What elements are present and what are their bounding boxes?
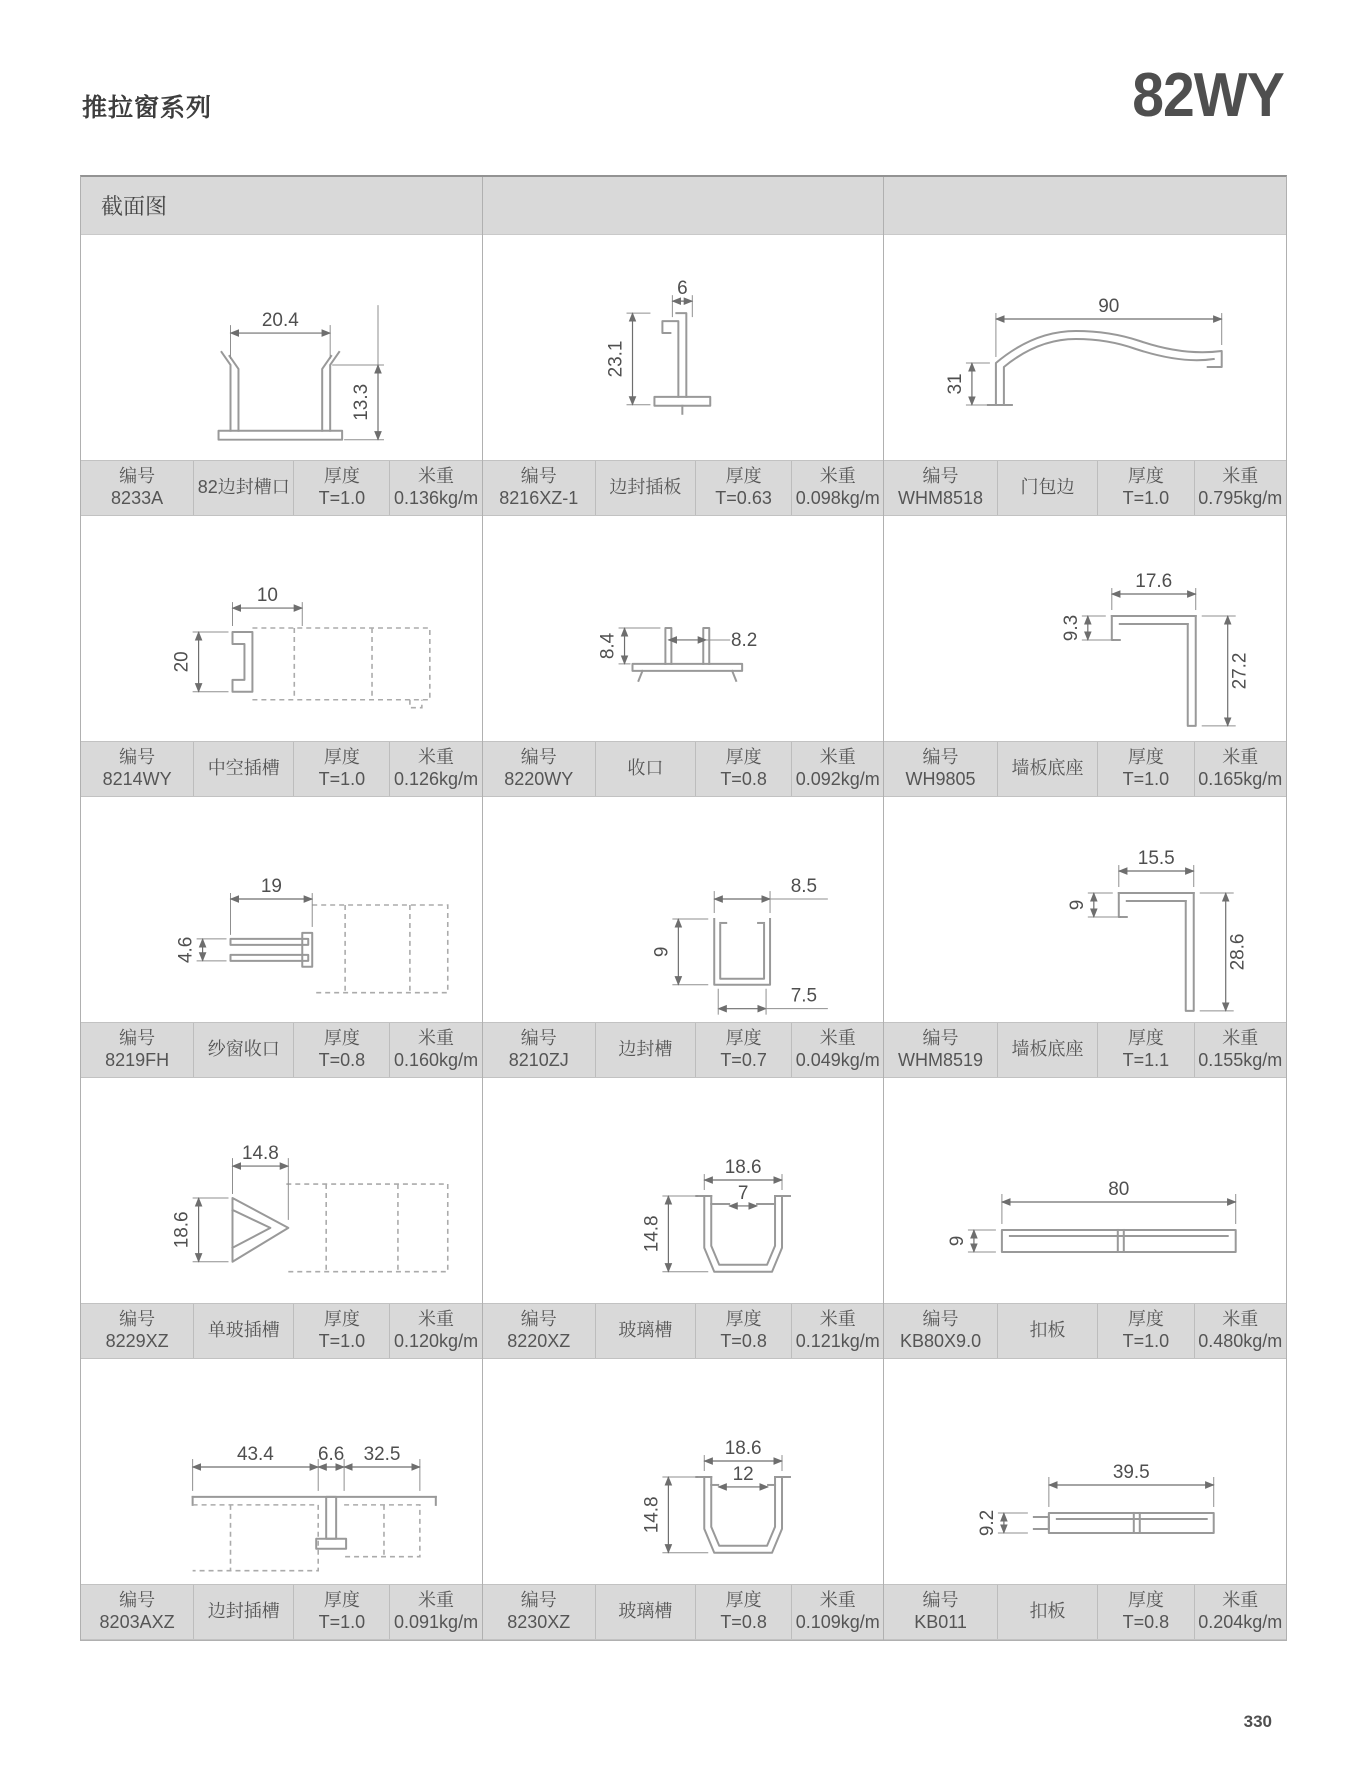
dim-label: 90 xyxy=(1098,296,1120,318)
code-label: 编号 xyxy=(520,1309,557,1330)
weight-value: 0.795kg/m xyxy=(1198,488,1283,508)
field-code xyxy=(884,1023,996,1077)
name-value: 中空插槽 xyxy=(207,758,280,779)
thickness-value: T=0.63 xyxy=(715,488,772,508)
profile-info-r4c3 xyxy=(884,1303,1286,1359)
dim-label: 18.6 xyxy=(724,1157,762,1179)
thickness-value: T=1.0 xyxy=(318,769,366,789)
code-value: WHM8519 xyxy=(898,1050,984,1070)
thickness-label: 厚度 xyxy=(1127,1590,1164,1611)
profile-info-r2c3 xyxy=(884,741,1286,797)
field-thickness xyxy=(293,1585,389,1639)
code-value: 8219FH xyxy=(105,1050,170,1070)
weight-label: 米重 xyxy=(819,466,856,487)
profile-diagram-r4c2 xyxy=(483,1078,884,1303)
field-name xyxy=(595,742,695,796)
code-label: 编号 xyxy=(922,747,959,768)
field-name xyxy=(997,1304,1097,1358)
field-name xyxy=(997,1585,1097,1639)
name-value: 收口 xyxy=(627,758,664,779)
dim-label: 39.5 xyxy=(1113,1461,1151,1483)
code-label: 编号 xyxy=(520,747,557,768)
code-value: 8229XZ xyxy=(105,1331,169,1351)
field-code xyxy=(483,461,595,515)
field-weight xyxy=(791,742,883,796)
field-weight xyxy=(1194,742,1286,796)
profile-table xyxy=(80,175,1287,1641)
code-value: 8216XZ-1 xyxy=(499,488,579,508)
profile-info-r5c2 xyxy=(483,1584,884,1640)
weight-value: 0.109kg/m xyxy=(795,1612,880,1632)
field-thickness xyxy=(1097,461,1193,515)
thickness-label: 厚度 xyxy=(1127,1309,1164,1330)
name-value: 门包边 xyxy=(1020,477,1075,498)
thickness-value: T=0.8 xyxy=(318,1050,366,1070)
field-name xyxy=(595,1585,695,1639)
dim-label: 7 xyxy=(737,1182,749,1204)
name-value: 边封插板 xyxy=(609,477,682,498)
profile-diagram-r3c3 xyxy=(884,797,1286,1022)
field-thickness xyxy=(695,1585,791,1639)
field-name xyxy=(997,461,1097,515)
thickness-label: 厚度 xyxy=(725,466,762,487)
field-thickness xyxy=(293,1023,389,1077)
field-weight xyxy=(389,1023,481,1077)
profile-diagram-r4c1 xyxy=(81,1078,482,1303)
field-weight xyxy=(1194,1304,1286,1358)
thickness-value: T=0.8 xyxy=(720,1612,767,1632)
weight-value: 0.160kg/m xyxy=(394,1050,479,1070)
thickness-value: T=1.0 xyxy=(1122,769,1170,789)
field-code xyxy=(884,1585,996,1639)
weight-value: 0.098kg/m xyxy=(795,488,880,508)
field-code xyxy=(81,1585,193,1639)
weight-label: 米重 xyxy=(418,1309,455,1330)
field-thickness xyxy=(695,461,791,515)
field-thickness xyxy=(293,1304,389,1358)
page-number: 330 xyxy=(1243,1712,1272,1731)
field-thickness xyxy=(695,1304,791,1358)
field-weight xyxy=(791,1023,883,1077)
profile-diagram-r2c2 xyxy=(483,516,884,741)
weight-value: 0.049kg/m xyxy=(795,1050,880,1070)
field-weight xyxy=(389,1304,481,1358)
profile-info-r2c2 xyxy=(483,741,884,797)
code-value: WHM8518 xyxy=(898,488,984,508)
profile-diagram-r1c1 xyxy=(81,235,482,460)
thickness-value: T=0.8 xyxy=(720,769,767,789)
dim-label: 9 xyxy=(651,946,673,958)
field-name xyxy=(193,1023,293,1077)
profile-diagram-r3c1 xyxy=(81,797,482,1022)
table-column-1 xyxy=(81,177,483,1640)
dim-label: 17.6 xyxy=(1135,571,1173,593)
thickness-value: T=0.7 xyxy=(720,1050,767,1070)
dim-label: 8.2 xyxy=(730,629,757,651)
name-value: 墙板底座 xyxy=(1011,758,1084,779)
field-code xyxy=(81,742,193,796)
profile-diagram-r3c2 xyxy=(483,797,884,1022)
profile-diagram-r1c2 xyxy=(483,235,884,460)
code-label: 编号 xyxy=(119,1590,156,1611)
profile-info-r2c1 xyxy=(81,741,482,797)
weight-label: 米重 xyxy=(1222,466,1259,487)
field-thickness xyxy=(1097,1304,1193,1358)
name-value: 82边封槽口 xyxy=(197,477,290,498)
thickness-label: 厚度 xyxy=(725,747,762,768)
name-value: 单玻插槽 xyxy=(207,1320,280,1341)
weight-label: 米重 xyxy=(819,1309,856,1330)
field-thickness xyxy=(1097,1023,1193,1077)
name-value: 纱窗收口 xyxy=(207,1039,280,1060)
thickness-label: 厚度 xyxy=(1127,466,1164,487)
dim-label: 9.3 xyxy=(1061,614,1083,642)
profile-diagram-r4c3 xyxy=(884,1078,1286,1303)
dim-label: 43.4 xyxy=(237,1444,274,1466)
weight-label: 米重 xyxy=(418,1590,455,1611)
dim-label: 8.5 xyxy=(790,876,817,898)
section-header-cell xyxy=(483,177,884,235)
field-weight xyxy=(1194,1585,1286,1639)
dim-label: 6 xyxy=(676,278,688,300)
field-weight xyxy=(1194,461,1286,515)
thickness-value: T=1.0 xyxy=(318,488,366,508)
name-value: 扣板 xyxy=(1029,1601,1066,1622)
field-weight xyxy=(389,1585,481,1639)
weight-label: 米重 xyxy=(1222,1590,1259,1611)
code-value: 8210ZJ xyxy=(508,1050,569,1070)
code-label: 编号 xyxy=(922,1028,959,1049)
thickness-value: T=1.1 xyxy=(1122,1050,1170,1070)
profile-info-r1c1 xyxy=(81,460,482,516)
table-column-3 xyxy=(884,177,1286,1640)
profile-diagram-r5c3 xyxy=(884,1359,1286,1584)
field-code xyxy=(483,1304,595,1358)
thickness-label: 厚度 xyxy=(1127,747,1164,768)
code-label: 编号 xyxy=(922,466,959,487)
profile-diagram-r2c1 xyxy=(81,516,482,741)
weight-value: 0.136kg/m xyxy=(394,488,479,508)
dim-label: 8.4 xyxy=(597,632,619,660)
profile-info-r3c3 xyxy=(884,1022,1286,1078)
field-name xyxy=(595,1023,695,1077)
table-column-2 xyxy=(483,177,885,1640)
thickness-label: 厚度 xyxy=(725,1028,762,1049)
dim-label: 32.5 xyxy=(363,1444,401,1466)
dim-label: 13.3 xyxy=(351,383,373,421)
dim-label: 7.5 xyxy=(790,985,817,1007)
weight-label: 米重 xyxy=(1222,1028,1259,1049)
field-thickness xyxy=(695,742,791,796)
weight-value: 0.155kg/m xyxy=(1198,1050,1283,1070)
field-name xyxy=(193,742,293,796)
weight-label: 米重 xyxy=(1222,1309,1259,1330)
thickness-value: T=0.8 xyxy=(1122,1612,1170,1632)
thickness-label: 厚度 xyxy=(725,1590,762,1611)
profile-info-r5c1 xyxy=(81,1584,482,1640)
thickness-label: 厚度 xyxy=(323,1590,360,1611)
thickness-label: 厚度 xyxy=(725,1309,762,1330)
section-header-cell xyxy=(81,177,482,235)
code-label: 编号 xyxy=(520,1028,557,1049)
field-name xyxy=(997,742,1097,796)
field-name xyxy=(193,1585,293,1639)
weight-value: 0.126kg/m xyxy=(394,769,479,789)
weight-value: 0.165kg/m xyxy=(1198,769,1283,789)
section-title: 截面图 xyxy=(101,194,168,219)
field-thickness xyxy=(293,461,389,515)
field-weight xyxy=(389,742,481,796)
code-label: 编号 xyxy=(922,1590,959,1611)
field-name xyxy=(595,461,695,515)
thickness-label: 厚度 xyxy=(1127,1028,1164,1049)
code-label: 编号 xyxy=(520,1590,557,1611)
code-value: 8220WY xyxy=(504,769,574,789)
weight-value: 0.121kg/m xyxy=(795,1331,880,1351)
profile-diagram-r1c3 xyxy=(884,235,1286,460)
weight-label: 米重 xyxy=(1222,747,1259,768)
weight-value: 0.480kg/m xyxy=(1198,1331,1283,1351)
thickness-value: T=1.0 xyxy=(318,1331,366,1351)
weight-value: 0.204kg/m xyxy=(1198,1612,1283,1632)
weight-label: 米重 xyxy=(418,466,455,487)
code-value: 8203AXZ xyxy=(99,1612,175,1632)
dim-label: 19 xyxy=(260,876,282,898)
dim-label: 23.1 xyxy=(605,340,627,378)
dim-label: 18.6 xyxy=(724,1438,762,1460)
dim-label: 12 xyxy=(732,1463,754,1485)
field-weight xyxy=(791,461,883,515)
profile-info-r1c2 xyxy=(483,460,884,516)
field-code xyxy=(81,1304,193,1358)
thickness-label: 厚度 xyxy=(323,1309,360,1330)
dim-label: 20 xyxy=(171,651,193,673)
profile-info-r1c3 xyxy=(884,460,1286,516)
code-value: 8214WY xyxy=(102,769,172,789)
code-label: 编号 xyxy=(119,747,156,768)
profile-info-r3c1 xyxy=(81,1022,482,1078)
field-weight xyxy=(791,1585,883,1639)
dim-label: 27.2 xyxy=(1230,652,1252,690)
field-thickness xyxy=(695,1023,791,1077)
profile-diagram-r5c2 xyxy=(483,1359,884,1584)
code-value: 8233A xyxy=(111,488,164,508)
name-value: 扣板 xyxy=(1029,1320,1066,1341)
thickness-value: T=1.0 xyxy=(1122,488,1170,508)
field-code xyxy=(884,742,996,796)
code-label: 编号 xyxy=(520,466,557,487)
thickness-value: T=0.8 xyxy=(720,1331,767,1351)
series-title: 推拉窗系列 xyxy=(82,94,213,122)
code-label: 编号 xyxy=(119,466,156,487)
field-code xyxy=(81,1023,193,1077)
field-code xyxy=(483,742,595,796)
profile-info-r4c2 xyxy=(483,1303,884,1359)
thickness-value: T=1.0 xyxy=(318,1612,366,1632)
thickness-label: 厚度 xyxy=(323,466,360,487)
code-value: 8230XZ xyxy=(507,1612,571,1632)
field-thickness xyxy=(1097,1585,1193,1639)
dim-label: 9 xyxy=(1067,899,1089,911)
field-weight xyxy=(791,1304,883,1358)
weight-label: 米重 xyxy=(819,747,856,768)
field-name xyxy=(997,1023,1097,1077)
dim-label: 18.6 xyxy=(171,1211,193,1249)
code-label: 编号 xyxy=(119,1028,156,1049)
dim-label: 15.5 xyxy=(1138,848,1176,870)
dim-label: 14.8 xyxy=(641,1496,663,1534)
profile-diagram-r2c3 xyxy=(884,516,1286,741)
code-value: WH9805 xyxy=(905,769,976,789)
dim-label: 14.8 xyxy=(641,1215,663,1253)
name-value: 边封槽 xyxy=(618,1039,673,1060)
profile-diagram-r5c1 xyxy=(81,1359,482,1584)
thickness-label: 厚度 xyxy=(323,1028,360,1049)
field-weight xyxy=(1194,1023,1286,1077)
name-value: 墙板底座 xyxy=(1011,1039,1084,1060)
code-value: KB80X9.0 xyxy=(900,1331,982,1351)
field-name xyxy=(193,1304,293,1358)
code-value: 8220XZ xyxy=(507,1331,571,1351)
code-label: 编号 xyxy=(119,1309,156,1330)
thickness-label: 厚度 xyxy=(323,747,360,768)
section-header-cell xyxy=(884,177,1286,235)
weight-label: 米重 xyxy=(819,1590,856,1611)
weight-value: 0.091kg/m xyxy=(394,1612,479,1632)
name-value: 玻璃槽 xyxy=(618,1601,673,1622)
field-code xyxy=(483,1023,595,1077)
field-weight xyxy=(389,461,481,515)
field-code xyxy=(884,1304,996,1358)
profile-info-r5c3 xyxy=(884,1584,1286,1640)
dim-label: 9 xyxy=(947,1235,969,1247)
field-name xyxy=(595,1304,695,1358)
field-thickness xyxy=(293,742,389,796)
name-value: 边封插槽 xyxy=(207,1601,280,1622)
dim-label: 10 xyxy=(256,585,278,607)
dim-label: 6.6 xyxy=(318,1444,345,1466)
field-name xyxy=(193,461,293,515)
weight-label: 米重 xyxy=(418,747,455,768)
weight-label: 米重 xyxy=(819,1028,856,1049)
field-thickness xyxy=(1097,742,1193,796)
weight-value: 0.120kg/m xyxy=(394,1331,479,1351)
field-code xyxy=(81,461,193,515)
field-code xyxy=(483,1585,595,1639)
code-label: 编号 xyxy=(922,1309,959,1330)
weight-value: 0.092kg/m xyxy=(795,769,880,789)
field-code xyxy=(884,461,996,515)
dim-label: 9.2 xyxy=(977,1509,999,1537)
dim-label: 31 xyxy=(945,373,967,395)
dim-label: 20.4 xyxy=(261,310,299,332)
dim-label: 14.8 xyxy=(241,1143,279,1165)
profile-info-r3c2 xyxy=(483,1022,884,1078)
thickness-value: T=1.0 xyxy=(1122,1331,1170,1351)
profile-info-r4c1 xyxy=(81,1303,482,1359)
series-code: 82WY xyxy=(1132,61,1284,130)
name-value: 玻璃槽 xyxy=(618,1320,673,1341)
code-value: KB011 xyxy=(914,1612,967,1632)
dim-label: 80 xyxy=(1108,1178,1130,1200)
dim-label: 4.6 xyxy=(175,936,197,964)
dim-label: 28.6 xyxy=(1228,933,1250,971)
weight-label: 米重 xyxy=(418,1028,455,1049)
